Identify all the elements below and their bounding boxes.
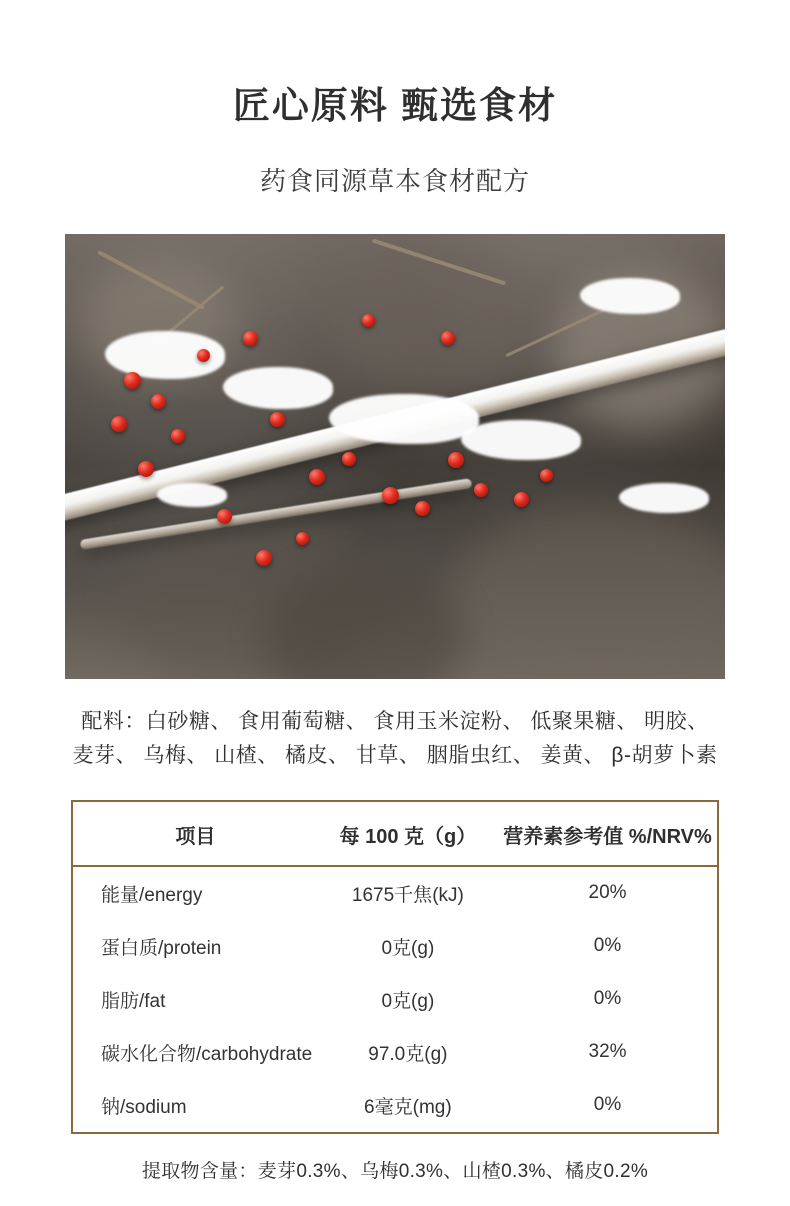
row-amount-unit: (g)	[411, 990, 435, 1012]
row-amount	[318, 920, 498, 973]
page-title: 匠心原料 甄选食材	[232, 85, 558, 126]
row-nrv: 32%	[588, 1041, 627, 1063]
row-amount-value: 97.0克	[368, 1043, 425, 1065]
row-label: 能量/energy	[101, 884, 203, 906]
row-amount-unit: (kJ)	[432, 884, 464, 906]
header-per-100g: 每 100 克（g）	[318, 802, 498, 866]
header-item: 项目	[73, 802, 318, 866]
row-amount-value: 6毫克	[364, 1096, 413, 1118]
row-amount-unit: (mg)	[412, 1096, 452, 1118]
row-amount-value: 1675千焦	[351, 884, 433, 906]
header-nrv: 营养素参考值 %/NRV%	[498, 802, 717, 866]
table-row	[73, 1026, 717, 1079]
row-amount	[318, 1026, 498, 1079]
table-header-row	[73, 802, 717, 866]
table-row	[73, 920, 717, 973]
table-row	[73, 973, 717, 1026]
row-nrv: 0%	[593, 1094, 622, 1116]
table-row	[73, 866, 717, 920]
ingredients-text	[45, 705, 745, 774]
row-nrv: 20%	[588, 882, 627, 904]
row-label: 脂肪/fat	[101, 990, 166, 1012]
row-amount	[318, 866, 498, 920]
row-nrv: 0%	[593, 935, 622, 957]
row-label: 钠/sodium	[101, 1096, 187, 1118]
row-amount	[318, 973, 498, 1026]
photo-background	[65, 234, 725, 679]
row-label: 碳水化合物/carbohydrate	[101, 1043, 313, 1065]
row-label: 蛋白质/protein	[101, 937, 222, 959]
row-amount-value: 0克	[381, 990, 412, 1012]
page-subtitle: 药食同源草本食材配方	[259, 166, 530, 197]
ingredients-line-2: 麦芽、 乌梅、 山楂、 橘皮、 甘草、 胭脂虫红、 姜黄、 β-胡萝卜素	[72, 744, 718, 768]
row-nrv: 0%	[593, 988, 622, 1010]
row-amount-unit: (g)	[411, 937, 435, 959]
nutrition-facts-table	[71, 800, 719, 1134]
row-amount	[318, 1079, 498, 1132]
hero-photo	[65, 234, 725, 679]
row-amount-unit: (g)	[424, 1043, 448, 1065]
ingredients-line-1: 配料：白砂糖、 食用葡萄糖、 食用玉米淀粉、 低聚果糖、 明胶、	[81, 709, 709, 733]
extract-content-note: 提取物含量：麦芽0.3%、乌梅0.3%、山楂0.3%、橘皮0.2%	[141, 1160, 649, 1182]
row-amount-value: 0克	[381, 937, 412, 959]
table-row	[73, 1079, 717, 1132]
